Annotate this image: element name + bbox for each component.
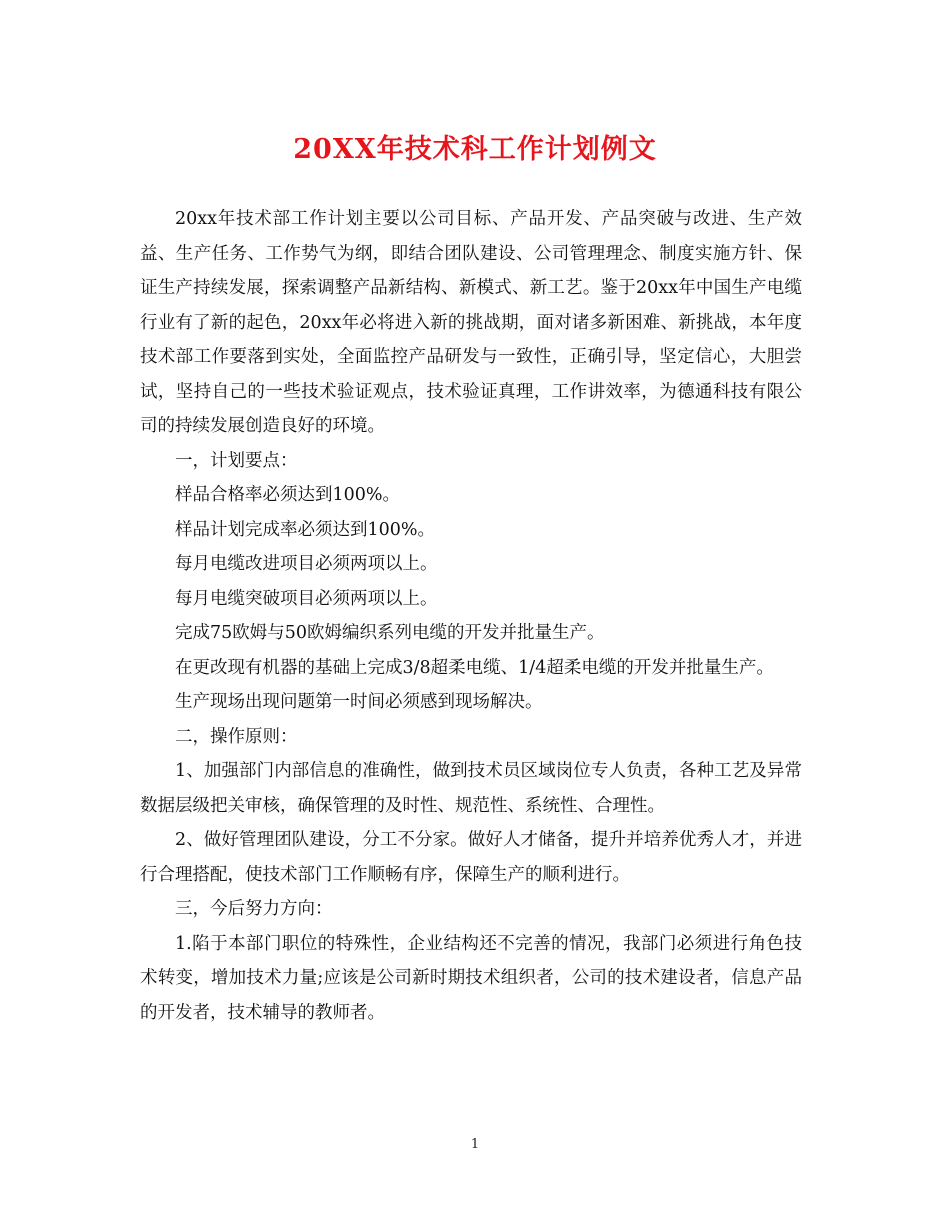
section-heading-directions: 三，今后努力方向： <box>175 899 333 919</box>
section-heading-principles: 二，操作原则： <box>175 726 298 747</box>
plan-point-item: 每月电缆改进项目必须两项以上。 <box>175 554 438 574</box>
section-heading-plan-points: 一，计划要点： <box>175 450 298 471</box>
plan-point-item: 样品合格率必须达到100%。 <box>175 485 401 505</box>
principle-item: 2、做好管理团队建设，分工不分家。做好人才储备，提升并培养优秀人才，并进行合理搭配，使技术部门工作顺畅有序，保障生产的顺利进行。 <box>140 830 802 885</box>
plan-point-item: 生产现场出现问题第一时间必须感到现场解决。 <box>175 692 543 712</box>
plan-point-item: 样品计划完成率必须达到100%。 <box>175 519 436 540</box>
direction-item: 1.陷于本部门职位的特殊性，企业结构还不完善的情况，我部门必须进行角色技术转变，增加技术力量;应该是公司新时期技术组织者，公司的技术建设者，信息产品的开发者，技术辅导的教师者。 <box>140 933 802 1023</box>
plan-point-item: 每月电缆突破项目必须两项以上。 <box>175 588 438 609</box>
page-number: 1 <box>470 1137 480 1152</box>
plan-point-item: 在更改现有机器的基础上完成3/8超柔电缆、1/4超柔电缆的开发并批量生产。 <box>175 657 774 678</box>
document-title: 20XX年技术科工作计划例文 <box>293 134 657 165</box>
paragraph-intro: 20xx年技术部工作计划主要以公司目标、产品开发、产品突破与改进、生产效益、生产任务、工作势气为纲，即结合团队建设、公司管理理念、制度实施方针、保证生产持续发展，探索调整产品新结构、新模式、新工艺。鉴于20xx年中国生产电缆行业有了新的起色，20xx年必将进入新的挑战期，面对诸多新困难、新挑战，本年度技术部工作要落到实处，全面监控产品研发与一致性，正确引导，坚定信心，大胆尝试，坚持自己的一些技术验证观点，技术验证真理，工作讲效率，为德通科技有限公司的持续发展创造良好的环境。 <box>140 209 802 436</box>
document-body <box>140 202 802 1030</box>
plan-point-item: 完成75欧姆与50欧姆编织系列电缆的开发并批量生产。 <box>175 623 605 643</box>
principle-item: 1、加强部门内部信息的准确性，做到技术员区域岗位专人负责，各种工艺及异常数据层级把关审核，确保管理的及时性、规范性、系统性、合理性。 <box>140 761 802 816</box>
